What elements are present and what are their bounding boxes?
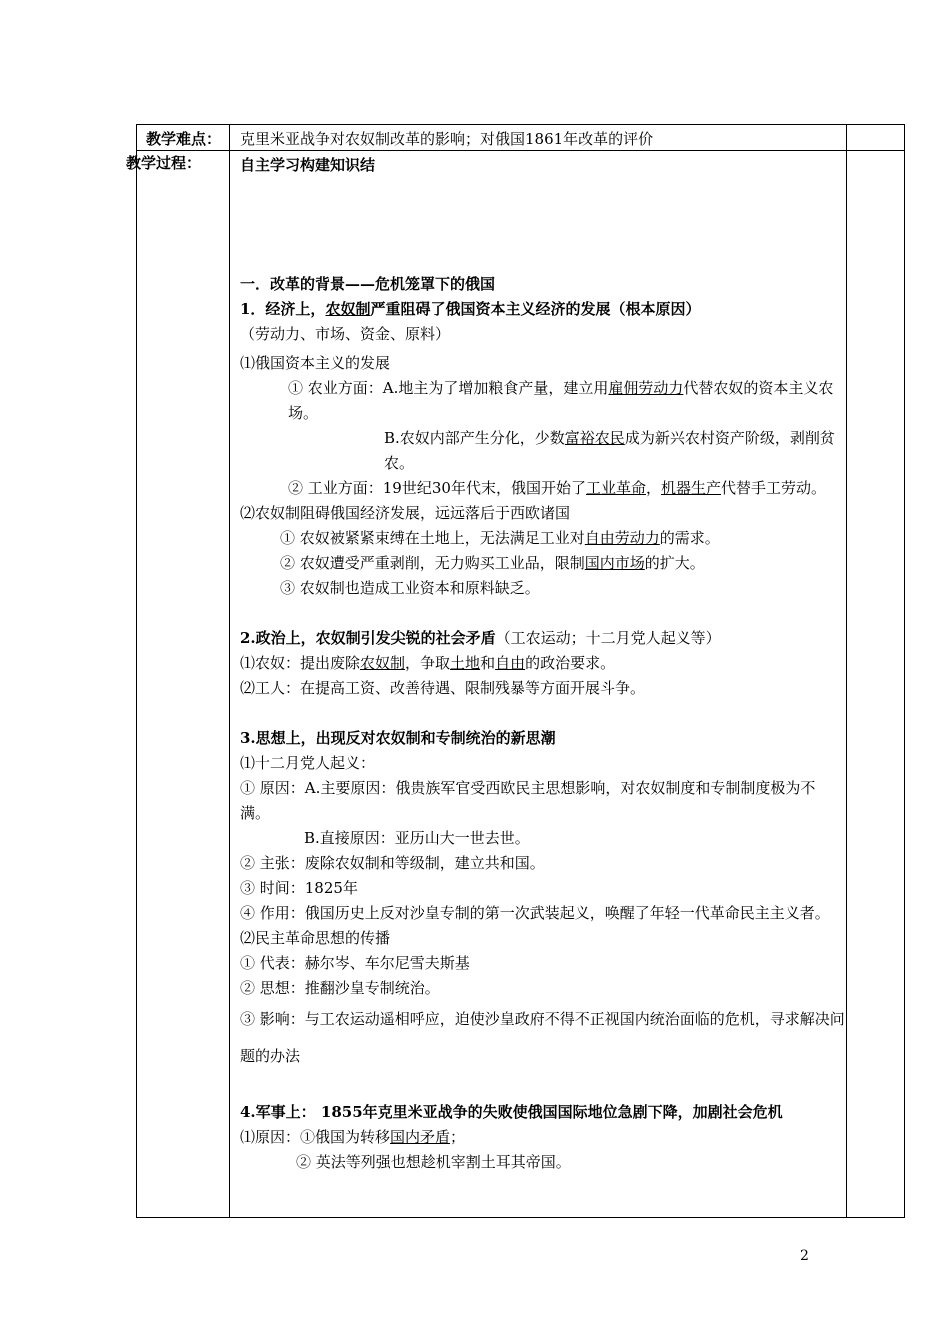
section-3-line-8: ① 代表：赫尔岑、车尔尼雪夫斯基 — [240, 954, 470, 972]
section-3-line-6: ④ 作用：俄国历史上反对沙皇专制的第一次武装起义，唤醒了年轻一代革命民主主义者。 — [240, 904, 830, 922]
difficulty-label: 教学难点： — [146, 130, 222, 148]
section-3-line-2: ① 原因：A.主要原因：俄贵族军官受西欧民主思想影响，对农奴制度和专制制度极为不满。 — [240, 779, 816, 822]
section-4-line-2: ② 英法等列强也想趁机宰割土耳其帝国。 — [296, 1153, 571, 1171]
section-2-title: 2.政治上，农奴制引发尖锐的社会矛盾（工农运动；十二月党人起义等） — [240, 629, 721, 647]
agriculture-item-b: B.农奴内部产生分化，少数富裕农民成为新兴农村资产阶级，剥削贫农。 — [384, 429, 835, 472]
reason-item-3: ③ 农奴制也造成工业资本和原料缺乏。 — [280, 579, 540, 597]
section-4-title: 4.军事上： 1855年克里米亚战争的失败使俄国国际地位急剧下降，加剧社会危机 — [240, 1103, 783, 1121]
section-3-line-3: B.直接原因：亚历山大一世去世。 — [304, 829, 530, 847]
section-2-line-1: ⑴农奴：提出废除农奴制，争取土地和自由的政治要求。 — [240, 654, 616, 672]
process-label: 教学过程： — [126, 154, 202, 172]
row-divider — [136, 150, 905, 151]
section-3-line-4: ② 主张：废除农奴制和等级制，建立共和国。 — [240, 854, 545, 872]
reason-item-1: ① 农奴被紧紧束缚在土地上，无法满足工业对自由劳动力的需求。 — [280, 529, 720, 547]
section-1-note: （劳动力、市场、资金、原料） — [240, 325, 451, 343]
section-2-line-2: ⑵工人：在提高工资、改善待遇、限制残暴等方面开展斗争。 — [240, 679, 646, 697]
section-1-sub-2: ⑵农奴制阻碍俄国经济发展，远远落后于西欧诸国 — [240, 504, 571, 522]
reason-item-2: ② 农奴遭受严重剥削，无力购买工业品，限制国内市场的扩大。 — [280, 554, 705, 572]
section-3-title: 3.思想上，出现反对农奴制和专制统治的新思潮 — [240, 729, 556, 747]
page-number: 2 — [800, 1248, 809, 1264]
column-divider-right — [846, 124, 847, 1218]
agriculture-item: ① 农业方面：A.地主为了增加粮食产量，建立用雇佣劳动力代替农奴的资本主义农场。 — [288, 379, 834, 422]
lesson-content — [240, 153, 845, 1175]
section-1-sub-1: ⑴俄国资本主义的发展 — [240, 354, 391, 372]
content-heading: 自主学习构建知识结 — [240, 156, 376, 174]
section-1-point-1: 1．经济上，农奴制严重阻碍了俄国资本主义经济的发展（根本原因） — [240, 300, 701, 318]
column-divider-left — [229, 124, 230, 1218]
section-4-line-1: ⑴原因：①俄国为转移国内矛盾； — [240, 1128, 466, 1146]
section-3-line-5: ③ 时间：1825年 — [240, 879, 358, 897]
section-3-line-9: ② 思想：推翻沙皇专制统治。 — [240, 979, 440, 997]
difficulty-value: 克里米亚战争对农奴制改革的影响；对俄国1861年改革的评价 — [240, 130, 654, 148]
section-3-line-1: ⑴十二月党人起义： — [240, 754, 376, 772]
section-3-line-10: ③ 影响：与工农运动遥相呼应，迫使沙皇政府不得不正视国内统治面临的危机，寻求解决问题的办法 — [240, 1010, 845, 1065]
industry-item: ② 工业方面：19世纪30年代末，俄国开始了工业革命，机器生产代替手工劳动。 — [288, 479, 827, 497]
section-3-line-7: ⑵民主革命思想的传播 — [240, 929, 391, 947]
section-1-title: 一．改革的背景——危机笼罩下的俄国 — [240, 275, 496, 293]
